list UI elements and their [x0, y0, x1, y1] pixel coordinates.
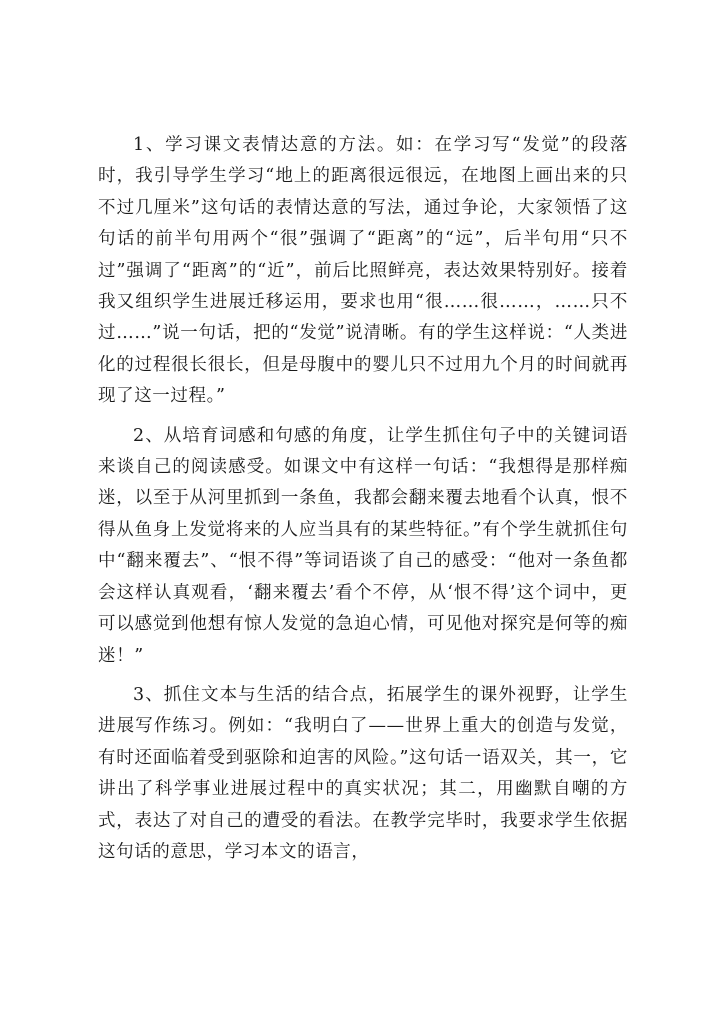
- paragraph-2: 2、从培育词感和句感的角度，让学生抓住句子中的关键词语来谈自己的阅读感受。如课文中有这样一句话：“我想得是那样痴迷，以至于从河里抓到一条鱼，我都会翻来覆去地看个认真，恨不得从鱼身上发觉将来的人应当具有的某些特征。”有个学生就抓住句中“翻来覆去”、“恨不得”等词语谈了自己的感受：“他对一条鱼都会这样认真观看，‘翻来覆去’看个不停，从‘恨不得’这个词中，更可以感觉到他想有惊人发觉的急迫心情，可见他对探究是何等的痴迷！”: [98, 425, 628, 666]
- document-body: [98, 130, 628, 876]
- paragraph-3: 3、抓住文本与生活的结合点，拓展学生的课外视野，让学生进展写作练习。例如：“我明白了——世界上重大的创造与发觉，有时还面临着受到驱除和迫害的风险。”这句话一语双关，其一，它讲出了科学事业进展过程中的真实状况；其二，用幽默自嘲的方式，表达了对自己的遭受的看法。在教学完毕时，我要求学生依据这句话的意思，学习本文的语言，: [98, 684, 628, 862]
- paragraph-1: 1、学习课文表情达意的方法。如：在学习写“发觉”的段落时，我引导学生学习“地上的距离很远很远，在地图上画出来的只不过几厘米”这句话的表情达意的写法，通过争论，大家领悟了这句话的前半句用两个“很”强调了“距离”的“远”，后半句用“只不过”强调了“距离”的“近”，前后比照鲜亮，表达效果特别好。接着我又组织学生进展迁移运用，要求也用“很……很……，……只不过……”说一句话，把的“发觉”说清晰。有的学生这样说：“人类进化的过程很长很长，但是母腹中的婴儿只不过用九个月的时间就再现了这一过程。”: [98, 135, 628, 407]
